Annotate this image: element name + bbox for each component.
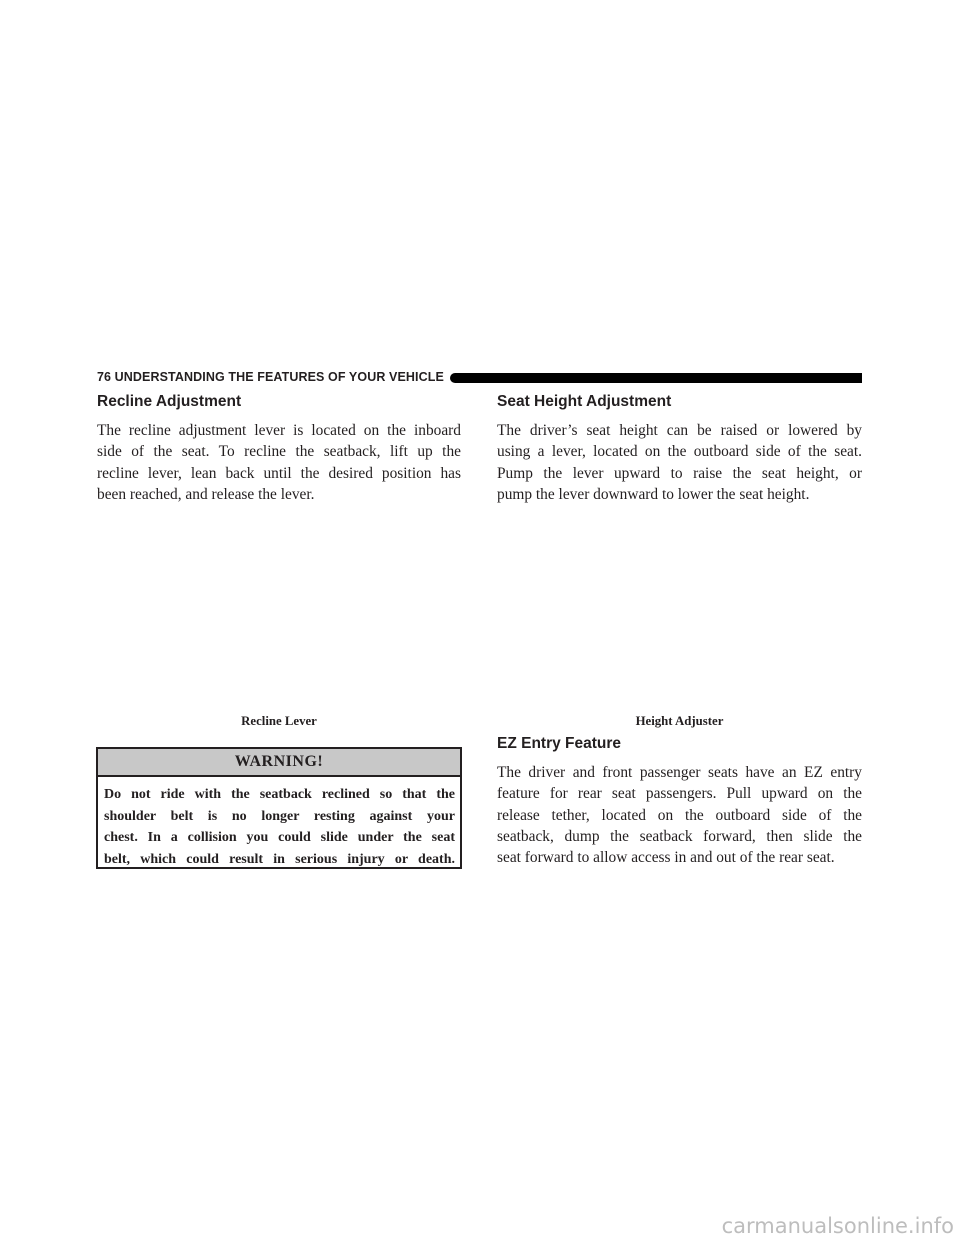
text-line: pump the lever downward to lower the seat height. <box>497 485 810 503</box>
text-line: The driver and front passenger seats have an EZ entry <box>497 764 862 781</box>
text-line: recline lever, lean back until the desired position has <box>97 464 461 482</box>
warning-heading: WARNING! <box>98 749 460 777</box>
warning-text <box>98 777 460 870</box>
text-line: belt, which could result in serious injury or death. <box>104 851 455 867</box>
recline-adjustment-paragraph <box>97 420 461 505</box>
recline-lever-caption: Recline Lever <box>241 714 317 728</box>
text-line: shoulder belt is no longer resting against your <box>104 808 455 824</box>
text-line: seatback, dump the seatback forward, then slide the <box>497 827 862 845</box>
text-line: been reached, and release the lever. <box>97 485 315 503</box>
text-line: release tether, located on the outboard side of the <box>497 806 862 824</box>
ez-entry-paragraph <box>497 762 862 868</box>
text-line: chest. In a collision you could slide under the seat <box>104 830 455 846</box>
seat-height-adjustment-heading: Seat Height Adjustment <box>497 393 672 410</box>
page-header <box>97 368 862 386</box>
header-rule <box>450 373 862 383</box>
text-line: feature for rear seat passengers. Pull upward on the <box>497 785 862 803</box>
seat-height-paragraph <box>497 420 862 505</box>
text-line: The driver’s seat height can be raised or lowered by <box>497 422 862 439</box>
page-header-text: 76 UNDERSTANDING THE FEATURES OF YOUR VEHICLE <box>97 370 444 384</box>
text-line: Pump the lever upward to raise the seat height, or <box>497 464 862 482</box>
text-line: side of the seat. To recline the seatback, lift up the <box>97 443 461 461</box>
text-line: The recline adjustment lever is located on the inboard <box>97 422 461 439</box>
text-line: seat forward to allow access in and out of the rear seat. <box>497 849 835 867</box>
height-adjuster-caption: Height Adjuster <box>635 714 724 728</box>
watermark: carmanualsonline.info <box>721 1214 954 1238</box>
text-line: using a lever, located on the outboard side of the seat. <box>497 443 862 461</box>
text-line: Do not ride with the seatback reclined so that the <box>104 787 455 802</box>
warning-box <box>96 747 462 869</box>
ez-entry-feature-heading: EZ Entry Feature <box>497 735 622 752</box>
recline-adjustment-heading: Recline Adjustment <box>97 393 242 410</box>
